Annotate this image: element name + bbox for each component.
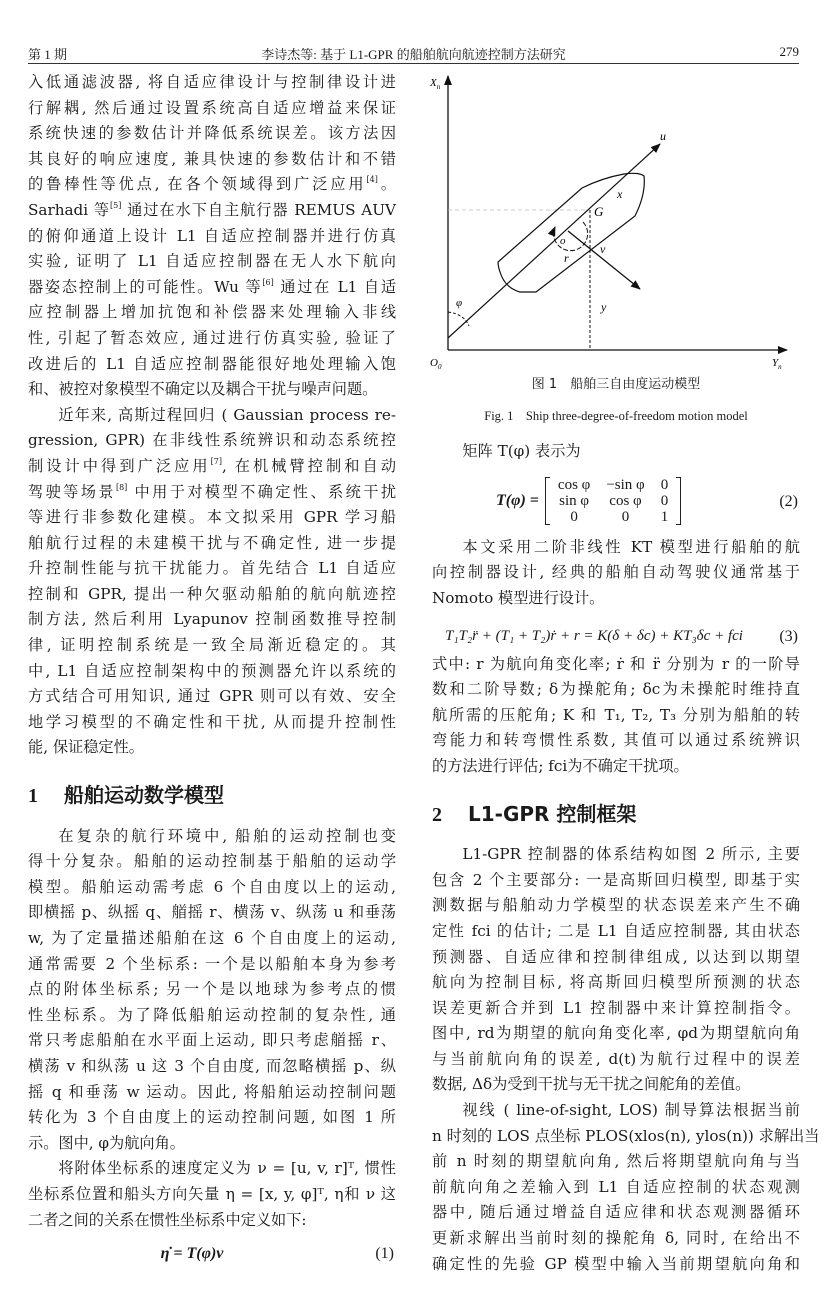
paragraph-kt-model: [432, 535, 800, 612]
paragraph-l1gpr-architecture: [432, 842, 800, 1098]
text-segment: Sarhadi 等: [28, 200, 111, 219]
text-line: 常只考虑船舶在水平面上运动, 即只考虑艏摇 r、: [28, 1031, 396, 1050]
left-column: [28, 70, 396, 1269]
section-heading-1: [28, 783, 396, 810]
paragraph-gpr-intro: [28, 403, 396, 761]
text-line: 图中, rd为期望的航向角变化率, φd为期望航向角: [432, 1024, 800, 1043]
text-line: 在复杂的航行环境中, 船舶的运动控制也变: [58, 826, 396, 845]
citation-5[interactable]: [5]: [110, 200, 122, 210]
text-segment: 制设计中得到广泛应用: [28, 456, 211, 475]
text-line: 横荡 v 和纵荡 u 这 3 个自由度, 而忽略横摇 p、纵: [28, 1056, 396, 1075]
text-line: 行解耦, 然后通过设置系统高自适应增益来保证: [28, 98, 396, 117]
text-line: [28, 454, 396, 480]
paragraph-velocity-definition: [28, 1156, 396, 1233]
text-line: 实验, 证明了 L1 自适应控制器在无人水下航向: [28, 252, 396, 271]
text-line: 器中, 随后通过增益自适应律和状态观测器循环: [432, 1203, 800, 1222]
figure-caption-cn: 图 1 船舶三自由度运动模型: [531, 377, 701, 392]
text-line: n 时刻的 LOS 点坐标 PLOS(xlos(n), ylos(n)) 求解出当: [432, 1126, 820, 1145]
text-line: 前航向角之差输入到 L1 自适应控制的状态观测: [432, 1177, 800, 1196]
text-segment: 中用于对模型不确定性、系统干扰: [134, 482, 397, 501]
label-r: r: [564, 251, 569, 265]
text-line: 本文采用二阶非线性 KT 模型进行船舶的航: [462, 537, 800, 556]
matrix-cell: 0: [570, 508, 578, 525]
figure-caption-en: Fig. 1 Ship three-degree-of-freedom motion model: [484, 408, 748, 423]
equation-body: η̇ = T(φ)ν: [160, 1245, 224, 1263]
text-line: [28, 480, 396, 506]
text-segment: 的鲁棒性等优点, 在各个领域得到广泛应用: [28, 175, 367, 194]
text-line: 航所需的压舵角; K 和 T₁, T₂, T₃ 分别为船舶的转: [432, 705, 800, 724]
citation-6[interactable]: [6]: [262, 277, 274, 287]
text-line: 等进行非参数化建模。本文拟采用 GPR 学习船: [28, 508, 396, 527]
matrix-cell: 0: [621, 508, 630, 525]
text-line: [28, 275, 396, 301]
equation-number: (2): [779, 492, 798, 510]
text-line: 方式结合可用知识, 通过 GPR 则可以有效、安全: [28, 687, 396, 706]
text-line: 航向为控制目标, 将高斯回归模型所预测的状态: [432, 973, 800, 992]
section-number: 1: [28, 785, 38, 808]
text-line: 弯能力和转弯惯性系数, 其值可以通过系统辨识: [432, 731, 800, 750]
section-heading-2: [432, 802, 800, 829]
text-line: 得十分复杂。船舶的运动控制基于船舶的运动学: [28, 852, 396, 871]
text-line: 定性 fci 的估计; 二是 L1 自适应控制器, 其由状态: [432, 921, 800, 940]
text-line: 包含 2 个主要部分: 一是高斯回归模型, 即基于实: [432, 870, 800, 889]
label-y: y: [601, 300, 607, 314]
text-line: 预测器、自适应律和控制律组成, 以达到以期望: [432, 947, 800, 966]
equation-number: (3): [779, 627, 798, 645]
section-title: 船舶运动数学模型: [64, 783, 224, 808]
text-line: 点的附体坐标系; 另一个是以地球为参考点的惯: [28, 980, 396, 999]
citation-4[interactable]: [4]: [366, 175, 378, 185]
text-line: L1-GPR 控制器的体系结构如图 2 所示, 主要: [462, 845, 800, 864]
figure-1-ship-motion-model: [432, 70, 800, 370]
text-line: 摇 q 和垂荡 w 运动。因此, 将船舶运动控制问题: [28, 1082, 396, 1101]
header-rule: [28, 63, 799, 64]
label-o: o: [560, 235, 566, 247]
text-line: w, 为了定量描述船舶在这 6 个自由度上的运动,: [28, 929, 396, 947]
text-line: 将附体坐标系的速度定义为 ν = [u, v, r]ᵀ, 惯性: [58, 1159, 396, 1178]
matrix-cell: 0: [660, 492, 669, 509]
text-segment: 通过在 L1 自适: [280, 277, 397, 296]
text-line: 前 n 时刻的期望航向角, 然后将期望航向角与当: [432, 1152, 800, 1171]
text-line: 和、被控对象模型不确定以及耦合干扰与噪声问题。: [28, 380, 378, 399]
matrix-cell: −sin φ: [606, 476, 645, 493]
paragraph-los-guidance: [432, 1098, 820, 1277]
label-phi: φ: [456, 297, 463, 309]
text-line: 地学习模型的不确定性和干扰, 从而提升控制性: [28, 712, 396, 731]
text-line: 二者之间的关系在惯性坐标系中定义如下:: [28, 1210, 307, 1229]
equation-body: T₁T₂r̈ + (T₁ + T₂)ṙ + r = K(δ + δc) + KT₃δc + fci: [445, 627, 743, 644]
text-line: 制方法, 然后利用 Lyapunov 控制函数推导控制: [28, 610, 396, 629]
text-line: 的方法进行评估; fci为不确定干扰项。: [432, 756, 689, 775]
text-line: Nomoto 模型进行设计。: [432, 588, 605, 607]
matrix-cell: 0: [660, 476, 669, 493]
text-line: gression, GPR) 在非线性系统辨识和动态系统控: [28, 431, 396, 450]
citation-7[interactable]: [7]: [210, 456, 222, 466]
equation-3: [432, 622, 800, 652]
issue-label: 第 1 期: [28, 47, 68, 62]
text-line: 示。图中, φ为航向角。: [28, 1133, 185, 1152]
text-line: 视线 ( line-of-sight, LOS) 制导算法根据当前: [462, 1101, 800, 1120]
label-x: x: [617, 187, 623, 201]
matrix-cell: cos φ: [557, 476, 591, 493]
label-y-axis: $Y_n$: [772, 357, 782, 371]
text-segment: , 在机械臂控制和自动: [221, 456, 397, 475]
paragraph-intro-continued: [28, 70, 396, 403]
text-line: 升控制性能与抗干扰能力。首先结合 L1 自适应: [28, 559, 396, 578]
text-line: 系统快速的参数估计并降低系统误差。该方法因: [28, 124, 396, 143]
page-number: 279: [779, 44, 799, 59]
running-header: [28, 44, 799, 64]
text-line: 确定性的先验 GP 模型中输入当前期望航向角和: [432, 1254, 800, 1273]
text-line: 近年来, 高斯过程回归 ( Gaussian process re-: [58, 405, 396, 424]
text-line: 应控制器上增加抗饱和补偿器来处理输入非线: [28, 303, 396, 322]
citation-8[interactable]: [8]: [115, 482, 128, 492]
text-line: [28, 172, 396, 198]
equation-number: (1): [375, 1245, 394, 1263]
text-line: 通常需要 2 个坐标系: 一个是以船舶本身为参考: [28, 954, 396, 973]
text-line: 即横摇 p、纵摇 q、艏摇 r、横荡 v、纵荡 u 和垂荡: [28, 903, 396, 922]
text-line: 性, 引起了暂态效应, 通过进行仿真实验, 验证了: [28, 328, 396, 347]
section-number: 2: [432, 803, 442, 826]
section-title: L1-GPR 控制框架: [468, 801, 637, 826]
text-segment: 通过在水下自主航行器 REMUS AUV: [127, 200, 397, 219]
matrix-cell: sin φ: [559, 492, 590, 509]
text-segment: 器姿态控制上的可能性。Wu 等: [28, 277, 263, 296]
right-column: [430, 70, 820, 1277]
text-line: 误差更新合并到 L1 控制器中来计算控制指令。: [432, 998, 800, 1017]
label-origin: $O_0$: [430, 357, 442, 371]
running-title: 李诗杰等: 基于 L1-GPR 的船舶航向航迹控制方法研究: [261, 47, 566, 62]
text-line: 测数据与船舶动力学模型的状态误差来产生不确: [432, 896, 800, 915]
label-x-axis: $X_n$: [430, 77, 441, 91]
label-v: v: [600, 242, 606, 256]
ship-diagram: [432, 70, 800, 370]
text-line: 其良好的响应速度, 兼具快速的参数估计和不错: [28, 149, 396, 168]
text-line: 矩阵 T(φ) 表示为: [462, 442, 581, 461]
equation-2: [432, 471, 800, 529]
text-line: 的俯仰通道上设计 L1 自适应控制器并进行仿真: [28, 226, 396, 245]
text-line: 更新求解出当前时刻的操舵角 δ, 同时, 在给出不: [432, 1229, 800, 1248]
matrix-cell: cos φ: [609, 492, 642, 509]
text-line: 向控制器设计, 经典的船舶自动驾驶仪通常基于: [432, 563, 800, 582]
matrix-cell: 1: [660, 508, 669, 525]
rotation-matrix: [545, 477, 681, 525]
matrix-intro: [432, 439, 800, 465]
text-line: 模型。船舶运动需考虑 6 个自由度以上的运动,: [28, 877, 396, 896]
text-line: 能, 保证稳定性。: [28, 738, 144, 757]
text-segment: 。: [377, 175, 396, 194]
paragraph-ship-motion: [28, 824, 396, 1157]
text-line: 控制和 GPR, 提出一种欠驱动船舶的航向航迹控: [28, 584, 396, 603]
text-line: 坐标系位置和船头方向矢量 η = [x, y, φ]ᵀ, η和 ν 这: [28, 1184, 396, 1203]
text-line: 舶航行过程的未建模干扰与不确定性, 进一步提: [28, 533, 396, 552]
text-line: 改进后的 L1 自适应控制器能很好地处理输入饱: [28, 354, 396, 373]
text-line: 中, L1 自适应控制架构中的预测器允许以系统的: [28, 661, 396, 680]
text-segment: 驾驶等场景: [28, 482, 116, 501]
text-line: 律, 证明控制系统是一致全局渐近稳定的。其: [28, 636, 396, 655]
text-line: 数据, Δδ为受到干扰与无干扰之间舵角的差值。: [432, 1075, 751, 1094]
equation-1: [28, 1239, 396, 1269]
label-G: G: [594, 204, 604, 219]
text-line: [28, 198, 396, 224]
text-line: 转化为 3 个自由度上的运动控制问题, 如图 1 所: [28, 1108, 396, 1127]
text-line: 数和二阶导数; δ为操舵角; δc为未操舵时维持直: [432, 680, 800, 699]
label-u: u: [660, 129, 666, 143]
text-line: 性坐标系。为了降低船舶运动控制的复杂性, 通: [28, 1005, 396, 1024]
paragraph-symbols: [432, 652, 800, 780]
equation-lhs: T(φ) =: [496, 491, 539, 509]
text-line: 式中: r 为航向角变化率; ṙ 和 r̈ 分别为 r 的一阶导: [432, 654, 800, 673]
heading-angle-arc: [448, 312, 469, 326]
text-line: 与当前航向角的误差, d(t)为航行过程中的误差: [432, 1049, 800, 1068]
text-line: 入低通滤波器, 将自适应律设计与控制律设计进: [28, 73, 396, 91]
